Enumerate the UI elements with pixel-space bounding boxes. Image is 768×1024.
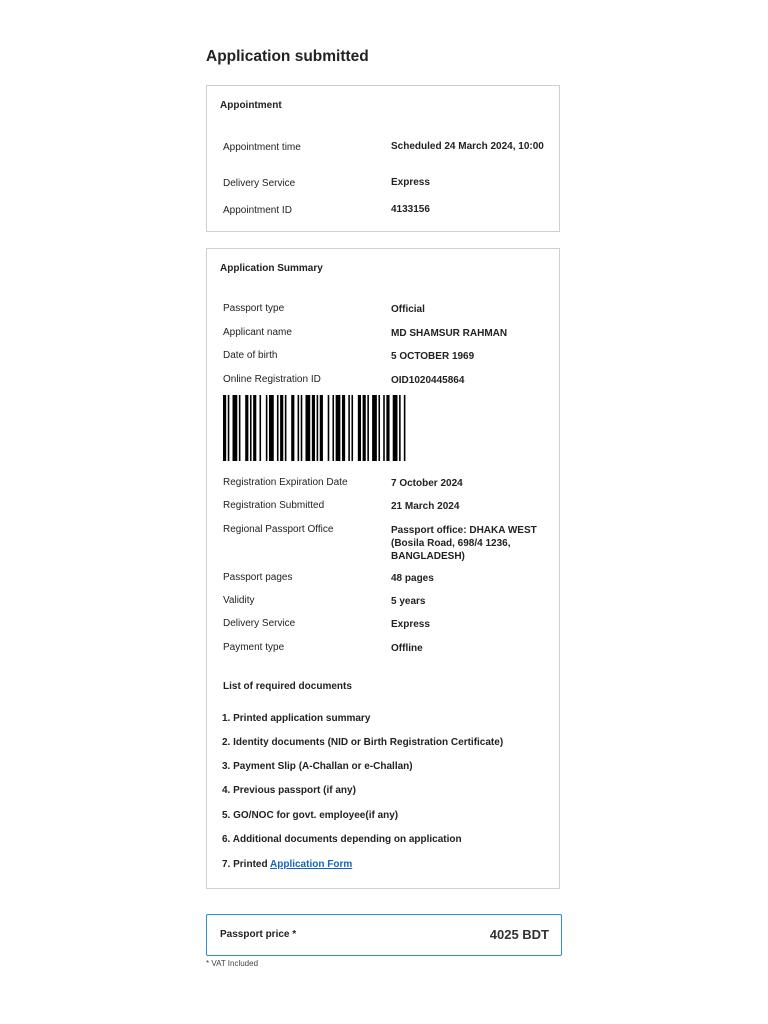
barcode-bar: [348, 395, 350, 461]
appointment-heading: Appointment: [220, 100, 282, 111]
document-item: 6. Additional documents depending on application: [222, 834, 462, 845]
barcode-bar: [358, 395, 361, 461]
date-of-birth-value: 5 OCTOBER 1969: [391, 351, 475, 362]
barcode: [223, 395, 407, 461]
summary-heading: Application Summary: [220, 263, 323, 274]
appointment-card: [206, 85, 560, 232]
barcode-bar: [320, 395, 323, 461]
passport-price-value: 4025 BDT: [489, 927, 549, 942]
barcode-bar: [312, 395, 315, 461]
barcode-bar: [399, 395, 401, 461]
barcode-bar: [372, 395, 377, 461]
barcode-bar: [351, 395, 353, 461]
application-form-link[interactable]: Application Form: [270, 859, 353, 870]
page-title: Application submitted: [206, 48, 369, 65]
required-documents-heading: List of required documents: [223, 681, 352, 692]
document-item: 1. Printed application summary: [222, 713, 371, 724]
barcode-bar: [383, 395, 385, 461]
barcode-bar: [342, 395, 345, 461]
barcode-bar: [378, 395, 380, 461]
barcode-bar: [269, 395, 274, 461]
registration-submitted-value: 21 March 2024: [391, 501, 460, 512]
summary-delivery-service-label: Delivery Service: [223, 618, 296, 629]
barcode-bar: [239, 395, 241, 461]
applicant-name-value: MD SHAMSUR RAHMAN: [391, 328, 508, 339]
passport-pages-label: Passport pages: [223, 572, 293, 583]
barcode-bar: [250, 395, 252, 461]
barcode-bar: [298, 395, 300, 461]
document-item: 5. GO/NOC for govt. employee(if any): [222, 810, 399, 821]
document-item: 2. Identity documents (NID or Birth Registration Certificate): [222, 737, 504, 748]
application-summary-card: [206, 248, 560, 889]
registration-expiration-label: Registration Expiration Date: [223, 477, 348, 488]
barcode-bar: [223, 395, 226, 461]
applicant-name-label: Applicant name: [223, 327, 292, 338]
payment-type-label: Payment type: [223, 642, 285, 653]
barcode-bar: [336, 395, 341, 461]
date-of-birth-label: Date of birth: [223, 350, 278, 361]
barcode-bar: [291, 395, 294, 461]
appointment-time-value: Scheduled 24 March 2024, 10:00: [391, 141, 544, 152]
barcode-bar: [253, 395, 256, 461]
payment-type-value: Offline: [391, 643, 423, 654]
barcode-bar: [404, 395, 406, 461]
barcode-bar: [259, 395, 261, 461]
appointment-id-value: 4133156: [391, 204, 430, 215]
barcode-bar: [317, 395, 319, 461]
appointment-id-label: Appointment ID: [223, 205, 292, 216]
barcode-bar: [367, 395, 369, 461]
passport-price-box: [206, 914, 562, 956]
barcode-bar: [363, 395, 366, 461]
document-item: 4. Previous passport (if any): [222, 785, 356, 796]
barcode-bar: [228, 395, 230, 461]
barcode-bar: [305, 395, 310, 461]
delivery-service-value: Express: [391, 177, 430, 188]
appointment-time-label: Appointment time: [223, 142, 301, 153]
document-item-application-form: [222, 859, 352, 870]
vat-note: * VAT Included: [206, 959, 259, 968]
delivery-service-label: Delivery Service: [223, 178, 296, 189]
passport-price-label: Passport price *: [220, 929, 297, 940]
barcode-bar: [277, 395, 279, 461]
registration-expiration-value: 7 October 2024: [391, 478, 463, 489]
barcode-bar: [393, 395, 398, 461]
regional-passport-office-label: Regional Passport Office: [223, 524, 334, 535]
passport-type-label: Passport type: [223, 303, 285, 314]
validity-label: Validity: [223, 595, 255, 606]
regional-passport-office-value: Passport office: DHAKA WEST (Bosila Road, 698/4 1236, BANGLADESH): [391, 525, 537, 562]
registration-id-value: OID1020445864: [391, 375, 465, 386]
document-item-prefix: 7. Printed: [222, 859, 268, 870]
summary-delivery-service-value: Express: [391, 619, 430, 630]
barcode-bar: [328, 395, 330, 461]
barcode-bar: [280, 395, 283, 461]
barcode-bar: [233, 395, 238, 461]
barcode-bar: [266, 395, 268, 461]
barcode-bar: [332, 395, 334, 461]
document-item: 3. Payment Slip (A-Challan or e-Challan): [222, 761, 413, 772]
passport-pages-value: 48 pages: [391, 573, 434, 584]
barcode-bar: [301, 395, 303, 461]
barcode-bar: [386, 395, 389, 461]
barcode-bar: [285, 395, 287, 461]
registration-submitted-label: Registration Submitted: [223, 500, 325, 511]
barcode-bar: [245, 395, 248, 461]
passport-type-value: Official: [391, 304, 425, 315]
validity-value: 5 years: [391, 596, 426, 607]
registration-id-label: Online Registration ID: [223, 374, 321, 385]
